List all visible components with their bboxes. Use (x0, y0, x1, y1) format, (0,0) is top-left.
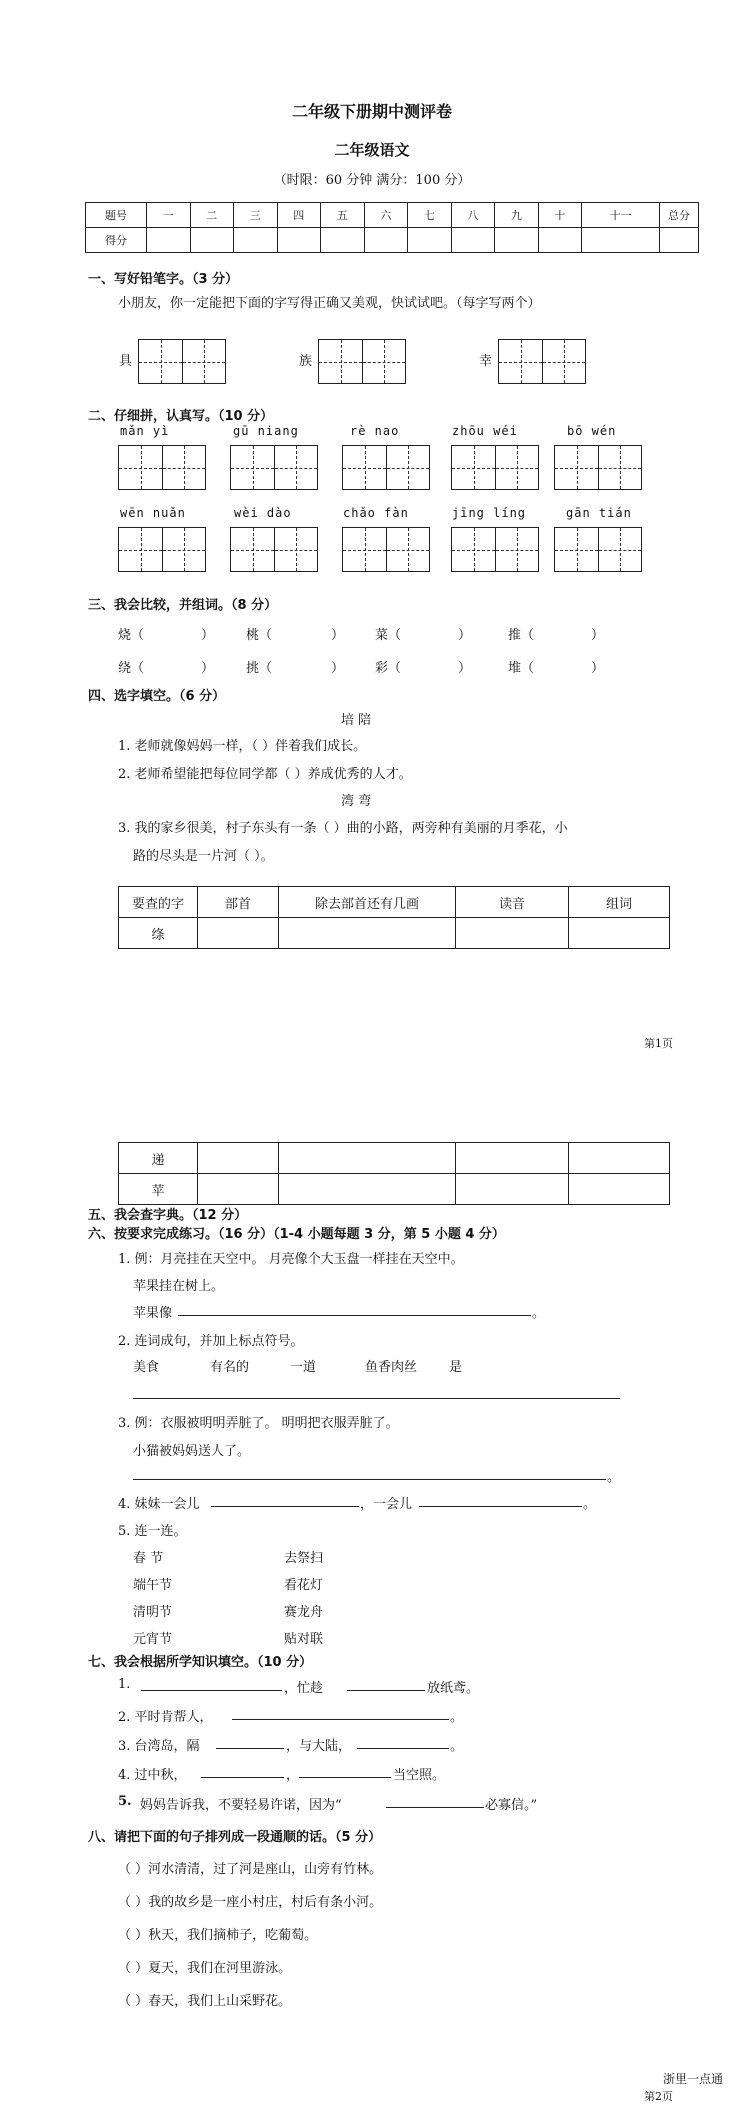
compare-item-close: ） (331, 628, 345, 643)
match-right-item[interactable]: 看花灯 (284, 1578, 324, 1593)
dictionary-header: 读音 (456, 887, 569, 918)
score-value-row (86, 228, 699, 253)
question-text: 。 (532, 1306, 546, 1321)
compare-item-close: ） (458, 628, 472, 643)
answer-line[interactable] (201, 1776, 284, 1778)
pinyin-label: rè nao (350, 424, 400, 438)
compare-item: 烧（ (118, 628, 145, 643)
pinyin-label: chǎo fàn (343, 506, 409, 520)
pinyin-label: gū niang (233, 424, 299, 438)
pinyin-label: jīng líng (452, 506, 527, 520)
match-right-item[interactable]: 贴对联 (284, 1632, 324, 1647)
score-cell[interactable] (147, 228, 191, 253)
question-text: 1. (118, 1677, 131, 1692)
exam-subject: 二年级语文 (334, 141, 410, 159)
match-left-item[interactable]: 清明节 (133, 1605, 173, 1620)
word-tile: 是 (449, 1360, 463, 1375)
pinyin-label: mǎn yì (120, 424, 170, 438)
score-header-cell: 七 (408, 203, 452, 228)
score-cell[interactable] (190, 228, 234, 253)
question-text: 2. 平时肯帮人， (118, 1710, 213, 1725)
section-1-heading: 一、写好铅笔字。（3 分） (88, 272, 239, 287)
word-options: 湾 弯 (341, 794, 372, 809)
score-cell[interactable] (582, 228, 660, 253)
section-1-instruction: 小朋友，你一定能把下面的字写得正确又美观，快试试吧。（每字写两个） (118, 296, 541, 311)
pinyin-label: zhōu wéi (452, 424, 518, 438)
question-text: 2. 连词成句，并加上标点符号。 (118, 1334, 304, 1349)
question-text: 3. 台湾岛，隔 (118, 1739, 200, 1754)
dictionary-row (119, 1143, 670, 1174)
score-header-cell: 九 (495, 203, 539, 228)
compare-item: 绕（ (118, 661, 145, 676)
question-text: 当空照。 (393, 1768, 446, 1783)
answer-line[interactable] (347, 1689, 425, 1691)
question-text: 苹果像 (133, 1306, 173, 1321)
question-text: 小猫被妈妈送人了。 (133, 1444, 251, 1459)
question-text: 。 (450, 1710, 464, 1725)
char-label: 族 (299, 354, 313, 369)
question-text: 4. 过中秋， (118, 1768, 187, 1783)
compare-item: 彩（ (375, 661, 402, 676)
section-3-heading: 三、我会比较，并组词。（8 分） (88, 598, 278, 613)
question-text: ，一会儿 (360, 1497, 413, 1512)
writing-grid[interactable] (318, 339, 406, 384)
compare-item: 菜（ (375, 628, 402, 643)
score-header-cell: 十一 (582, 203, 660, 228)
answer-line[interactable] (232, 1718, 449, 1720)
score-cell[interactable] (495, 228, 539, 253)
question-number: 5. (118, 1794, 132, 1809)
dictionary-cell[interactable] (198, 918, 279, 949)
score-header-cell: 题号 (86, 203, 147, 228)
answer-line[interactable] (141, 1689, 282, 1691)
score-cell[interactable] (538, 228, 582, 253)
compare-item-close: ） (201, 628, 215, 643)
watermark-text: 浙里一点通 (663, 2072, 724, 2086)
dictionary-cell[interactable] (198, 1143, 279, 1174)
pinyin-label: wèi dào (234, 506, 292, 520)
dictionary-cell[interactable] (569, 1174, 670, 1205)
question-text: 4. 妹妹一会儿 (118, 1497, 200, 1512)
writing-grid[interactable] (118, 445, 206, 490)
dictionary-cell[interactable] (279, 1174, 456, 1205)
match-right-item[interactable]: 去祭扫 (284, 1551, 324, 1566)
ordering-item[interactable]: （ ）我的故乡是一座小村庄，村后有条小河。 (118, 1895, 383, 1910)
question-text: 苹果挂在树上。 (133, 1279, 225, 1294)
answer-line[interactable] (386, 1806, 484, 1808)
answer-line[interactable] (211, 1505, 359, 1507)
dictionary-char: 绦 (119, 918, 198, 949)
score-cell[interactable] (364, 228, 408, 253)
section-4-heading: 四、选字填空。（6 分） (88, 689, 226, 704)
answer-line[interactable] (419, 1505, 582, 1507)
match-right-item[interactable]: 赛龙舟 (284, 1605, 324, 1620)
word-tile: 美食 (133, 1360, 160, 1375)
score-table (85, 202, 699, 253)
question-text: 1. 例：月亮挂在天空中。 月亮像个大玉盘一样挂在天空中。 (118, 1252, 464, 1267)
word-options: 培 陪 (341, 713, 372, 728)
question-text: 妈妈告诉我，不要轻易许诺，因为“ (140, 1798, 342, 1813)
compare-item: 挑（ (246, 661, 273, 676)
question-text: ， (286, 1768, 300, 1783)
section-6-heading: 六、按要求完成练习。（16 分）（1-4 小题每题 3 分，第 5 小题 4 分） (88, 1227, 505, 1242)
compare-item: 桃（ (246, 628, 273, 643)
score-header-row (86, 203, 699, 228)
score-cell[interactable] (321, 228, 365, 253)
page-number: 第2页 (644, 2090, 673, 2103)
section-5-heading: 五、我会查字典。（12 分） (88, 1208, 248, 1223)
question-text: 3. 例：衣服被明明弄脏了。 明明把衣服弄脏了。 (118, 1416, 399, 1431)
dictionary-cell[interactable] (456, 918, 569, 949)
writing-grid[interactable] (554, 445, 642, 490)
dictionary-table-continued (118, 1142, 670, 1205)
score-cell[interactable] (451, 228, 495, 253)
question-text: 路的尽头是一片河（ ）。 (133, 849, 274, 864)
dictionary-header: 除去部首还有几画 (279, 887, 456, 918)
dictionary-header: 要查的字 (119, 887, 198, 918)
question-text: 3. 我的家乡很美，村子东头有一条（ ）曲的小路，两旁种有美丽的月季花，小 (118, 821, 568, 836)
writing-grid[interactable] (230, 527, 318, 572)
question-text: 。 (607, 1470, 621, 1485)
exam-title: 二年级下册期中测评卷 (291, 102, 452, 121)
ordering-item[interactable]: （ ）夏天，我们在河里游泳。 (118, 1961, 292, 1976)
question-text: 。 (583, 1497, 597, 1512)
score-header-cell: 十 (538, 203, 582, 228)
score-header-cell: 二 (190, 203, 234, 228)
score-cell[interactable] (277, 228, 321, 253)
score-cell[interactable] (234, 228, 278, 253)
score-header-cell: 八 (451, 203, 495, 228)
exam-info: （时限：60 分钟 满分：100 分） (273, 173, 471, 188)
question-text: 必寡信。” (485, 1798, 538, 1813)
score-row-label: 得分 (86, 228, 147, 253)
question-text: 5. 连一连。 (118, 1524, 187, 1539)
question-text: ，与大陆， (286, 1739, 352, 1754)
dictionary-table (118, 886, 670, 949)
question-text: ，忙趁 (284, 1681, 324, 1696)
score-cell[interactable] (660, 228, 699, 253)
pinyin-label: wēn nuǎn (120, 506, 186, 520)
match-left-item[interactable]: 元宵节 (133, 1632, 173, 1647)
answer-line[interactable] (133, 1397, 620, 1399)
ordering-item[interactable]: （ ）河水清清，过了河是座山，山旁有竹林。 (118, 1862, 383, 1877)
dictionary-cell[interactable] (279, 1143, 456, 1174)
char-label: 具 (119, 354, 133, 369)
dictionary-row (119, 1174, 670, 1205)
writing-grid[interactable] (118, 527, 206, 572)
answer-line[interactable] (178, 1314, 531, 1316)
page-number: 第1页 (644, 1037, 673, 1050)
writing-grid[interactable] (342, 527, 430, 572)
writing-grid[interactable] (451, 445, 539, 490)
dictionary-cell[interactable] (456, 1174, 569, 1205)
section-7-heading: 七、我会根据所学知识填空。（10 分） (88, 1655, 313, 1670)
writing-grid[interactable] (230, 445, 318, 490)
writing-grid[interactable] (138, 339, 226, 384)
compare-item-close: ） (331, 661, 345, 676)
compare-item-close: ） (591, 661, 605, 676)
score-header-cell: 六 (364, 203, 408, 228)
word-tile: 一道 (290, 1360, 317, 1375)
writing-grid[interactable] (451, 527, 539, 572)
answer-line[interactable] (133, 1478, 606, 1480)
answer-line[interactable] (216, 1747, 284, 1749)
question-text: 放纸鸢。 (427, 1681, 480, 1696)
dictionary-char: 苹 (119, 1174, 198, 1205)
writing-grid[interactable] (342, 445, 430, 490)
writing-grid[interactable] (554, 527, 642, 572)
question-text: 1. 老师就像妈妈一样，（ ）伴着我们成长。 (118, 739, 367, 754)
score-header-cell: 一 (147, 203, 191, 228)
dictionary-char: 递 (119, 1143, 198, 1174)
match-left-item[interactable]: 春 节 (133, 1551, 164, 1566)
score-header-cell: 总分 (660, 203, 699, 228)
pinyin-label: gān tián (566, 506, 632, 520)
dictionary-header-row (119, 887, 670, 918)
score-header-cell: 四 (277, 203, 321, 228)
dictionary-cell[interactable] (279, 918, 456, 949)
compare-item: 推（ (508, 628, 535, 643)
ordering-item[interactable]: （ ）秋天，我们摘柿子，吃葡萄。 (118, 1928, 318, 1943)
pinyin-label: bō wén (567, 424, 617, 438)
answer-line[interactable] (357, 1747, 449, 1749)
ordering-item[interactable]: （ ）春天，我们上山采野花。 (118, 1994, 292, 2009)
question-text: 。 (450, 1739, 464, 1754)
char-label: 幸 (479, 354, 493, 369)
writing-grid[interactable] (498, 339, 586, 384)
dictionary-cell[interactable] (569, 918, 670, 949)
section-2-heading: 二、仔细拼，认真写。（10 分） (88, 409, 274, 424)
compare-item: 堆（ (508, 661, 535, 676)
word-tile: 有名的 (210, 1360, 250, 1375)
dictionary-header: 部首 (198, 887, 279, 918)
compare-item-close: ） (458, 661, 472, 676)
score-header-cell: 三 (234, 203, 278, 228)
dictionary-cell[interactable] (198, 1174, 279, 1205)
question-text: 2. 老师希望能把每位同学都（ ）养成优秀的人才。 (118, 767, 412, 782)
score-header-cell: 五 (321, 203, 365, 228)
compare-item-close: ） (591, 628, 605, 643)
match-left-item[interactable]: 端午节 (133, 1578, 173, 1593)
answer-line[interactable] (299, 1776, 391, 1778)
score-cell[interactable] (408, 228, 452, 253)
word-tile: 鱼香肉丝 (365, 1360, 418, 1375)
section-8-heading: 八、请把下面的句子排列成一段通顺的话。（5 分） (88, 1830, 382, 1845)
dictionary-header: 组词 (569, 887, 670, 918)
compare-item-close: ） (201, 661, 215, 676)
dictionary-cell[interactable] (569, 1143, 670, 1174)
dictionary-row (119, 918, 670, 949)
dictionary-cell[interactable] (456, 1143, 569, 1174)
